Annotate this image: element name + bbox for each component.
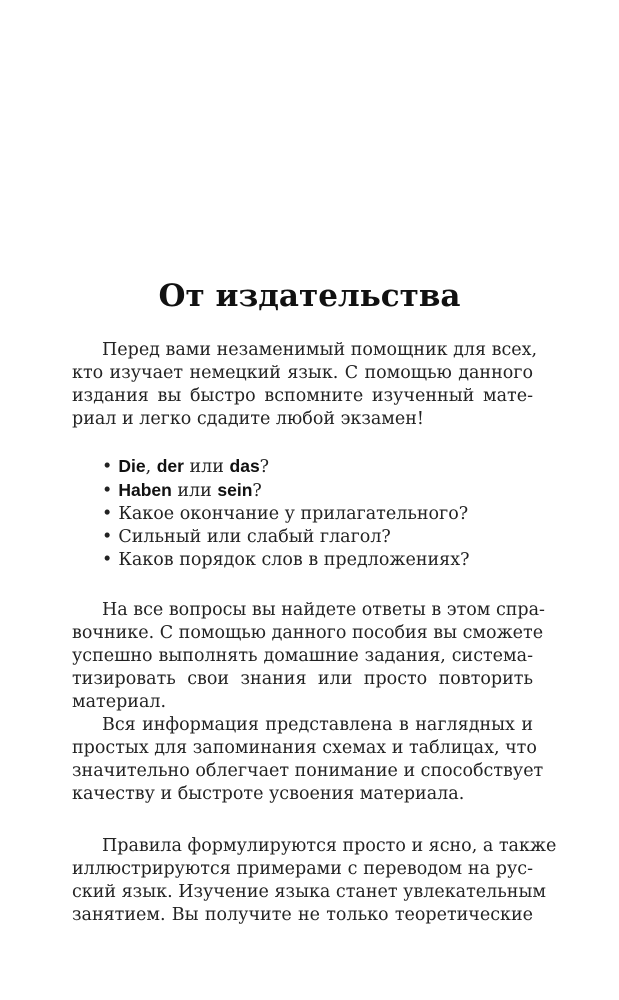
list-item (102, 455, 469, 479)
text-line: Вся информация представлена в наглядных и (102, 715, 533, 735)
bullet-icon: • (102, 481, 113, 501)
text-line: ский язык. Изучение языка станет увлекательным (72, 882, 546, 902)
bold-term: das (229, 456, 260, 476)
intro-paragraph (72, 339, 538, 431)
list-item-text: Какое окончание у прилагательного? (118, 504, 469, 524)
text-line: тизировать свои знания или просто повторить (72, 669, 533, 689)
list-item (102, 549, 469, 572)
bold-term: Die (118, 456, 146, 476)
bold-term: Haben (118, 480, 172, 500)
paragraph-answers (72, 599, 545, 714)
text-line: качеству и быстроте усвоения материала. (72, 784, 465, 804)
bold-term: der (156, 456, 184, 476)
text-line: риал и легко сдадите любой экзамен! (72, 409, 424, 429)
text-line: значительно облегчает понимание и способствует (72, 761, 544, 781)
paragraph-rules (72, 835, 557, 927)
page-title: От издательства (158, 278, 461, 314)
question-list (102, 455, 469, 572)
bullet-icon: • (102, 550, 113, 570)
list-item-text: ? (252, 481, 262, 501)
text-line: успешно выполнять домашние задания, система- (72, 646, 533, 666)
text-line: иллюстрируются примерами с переводом на рус- (72, 859, 533, 879)
list-item-text: , (145, 457, 157, 477)
text-line: кто изучает немецкий язык. С помощью данного (72, 363, 533, 383)
text-line: Перед вами незаменимый помощник для всех, (102, 340, 538, 360)
bold-term: sein (217, 480, 253, 500)
text-line: Правила формулируются просто и ясно, а также (102, 836, 557, 856)
list-item-text: ? (259, 457, 270, 477)
text-line: занятием. Вы получите не только теоретические (72, 905, 533, 925)
bullet-icon: • (102, 504, 113, 524)
list-item (102, 503, 469, 526)
text-line: вочнике. С помощью данного пособия вы сможете (72, 623, 544, 643)
list-item (102, 479, 469, 503)
list-item-text: или (183, 457, 230, 477)
list-item (102, 526, 469, 549)
bullet-icon: • (102, 527, 113, 547)
text-line: На все вопросы вы найдете ответы в этом спра- (102, 600, 545, 620)
text-line: материал. (72, 692, 167, 712)
text-line: простых для запоминания схемах и таблицах, что (72, 738, 537, 758)
bullet-icon: • (102, 457, 113, 477)
list-item-text: Сильный или слабый глагол? (118, 527, 391, 547)
text-line: издания вы быстро вспомните изученный мате- (72, 386, 533, 406)
paragraph-information (72, 714, 544, 806)
list-item-text: или (171, 481, 218, 501)
list-item-text: Каков порядок слов в предложениях? (118, 550, 470, 570)
